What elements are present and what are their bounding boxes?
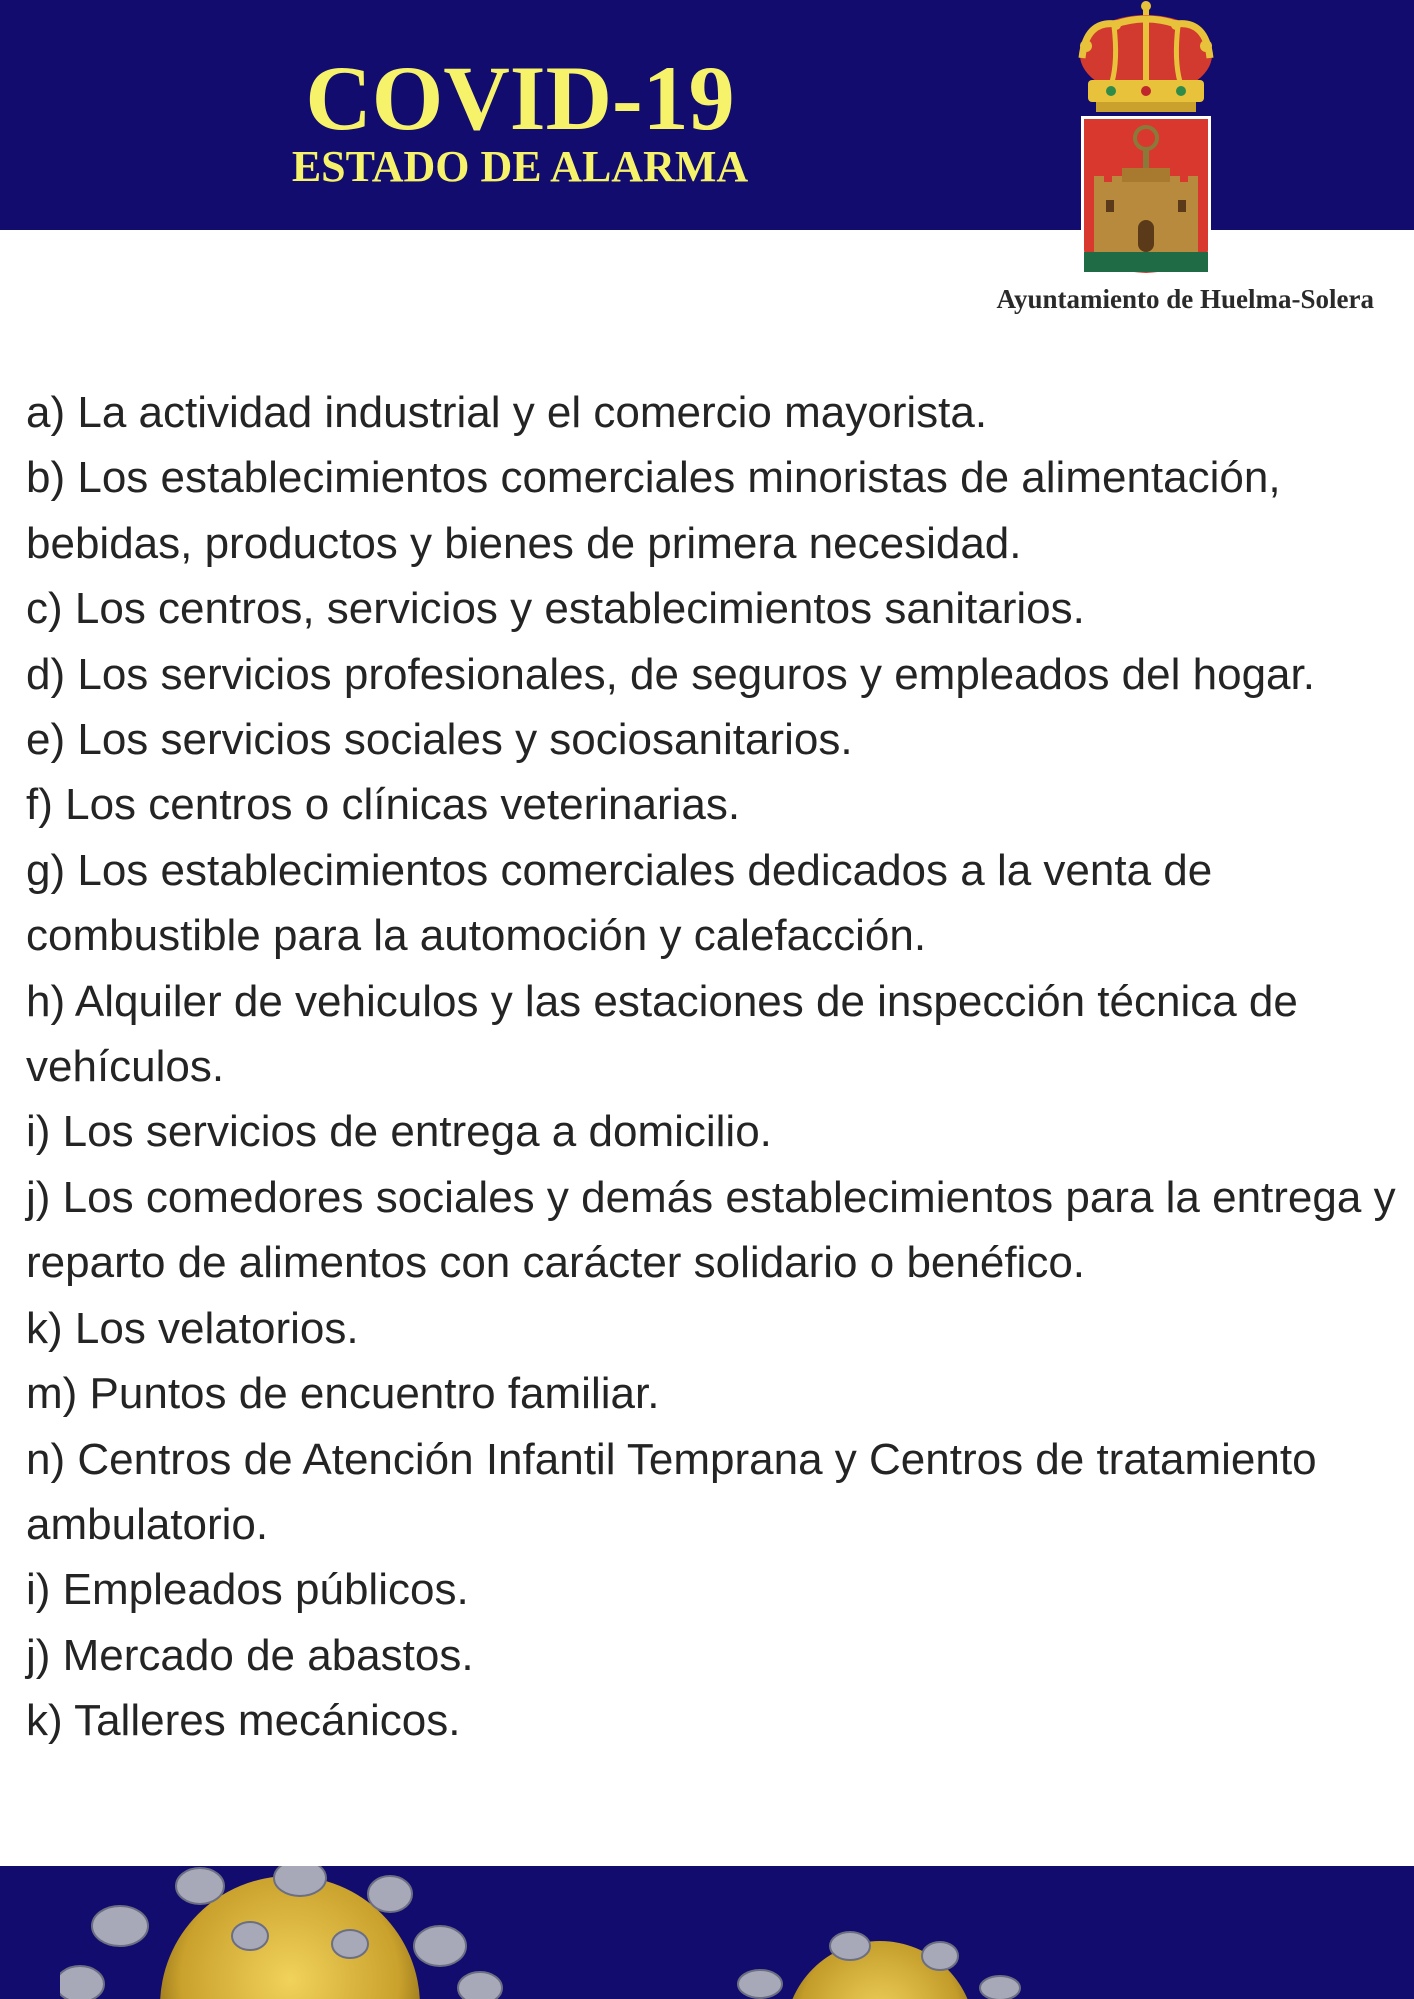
page-subtitle: ESTADO DE ALARMA — [291, 142, 749, 191]
virus-icon — [700, 1926, 1060, 1999]
virus-icon — [60, 1866, 520, 1999]
footer-band — [0, 1866, 1414, 1999]
coat-of-arms-icon — [1066, 0, 1226, 285]
list-item: j) Los comedores sociales y demás establecimientos para la entrega y reparto de alimentos con carácter solidario o benéfico. — [26, 1172, 1396, 1288]
list-item: k) Talleres mecánicos. — [26, 1696, 461, 1746]
list-item: b) Los establecimientos comerciales minoristas de alimentación, bebidas, productos y bienes de primera necesidad. — [26, 453, 1281, 568]
list-item: k) Los velatorios. — [26, 1303, 359, 1353]
list-item: f) Los centros o clínicas veterinarias. — [26, 780, 741, 830]
list-item: d) Los servicios profesionales, de seguros y empleados del hogar. — [26, 649, 1315, 699]
list-item: i) Los servicios de entrega a domicilio. — [26, 1107, 772, 1157]
list-item: a) La actividad industrial y el comercio mayorista. — [26, 388, 988, 437]
list-item: g) Los establecimientos comerciales dedicados a la venta de combustible para la automoción y calefacción. — [26, 845, 1213, 961]
page-title: COVID-19 — [305, 47, 735, 149]
shield-icon — [1081, 116, 1211, 276]
list-item: n) Centros de Atención Infantil Temprana y Centros de tratamiento ambulatorio. — [26, 1434, 1317, 1549]
list-item: i) Empleados públicos. — [26, 1565, 469, 1615]
list-item: h) Alquiler de vehiculos y las estaciones de inspección técnica de vehículos. — [26, 976, 1298, 1092]
crown-icon — [1080, 1, 1212, 112]
list-item: c) Los centros, servicios y establecimientos sanitarios. — [26, 584, 1085, 634]
list-item: m) Puntos de encuentro familiar. — [26, 1369, 660, 1419]
list-item: e) Los servicios sociales y sociosanitarios. — [26, 715, 853, 765]
organization-name: Ayuntamiento de Huelma-Solera — [996, 284, 1374, 314]
list-item: j) Mercado de abastos. — [26, 1630, 474, 1680]
allowed-activities-list — [26, 380, 1401, 1754]
